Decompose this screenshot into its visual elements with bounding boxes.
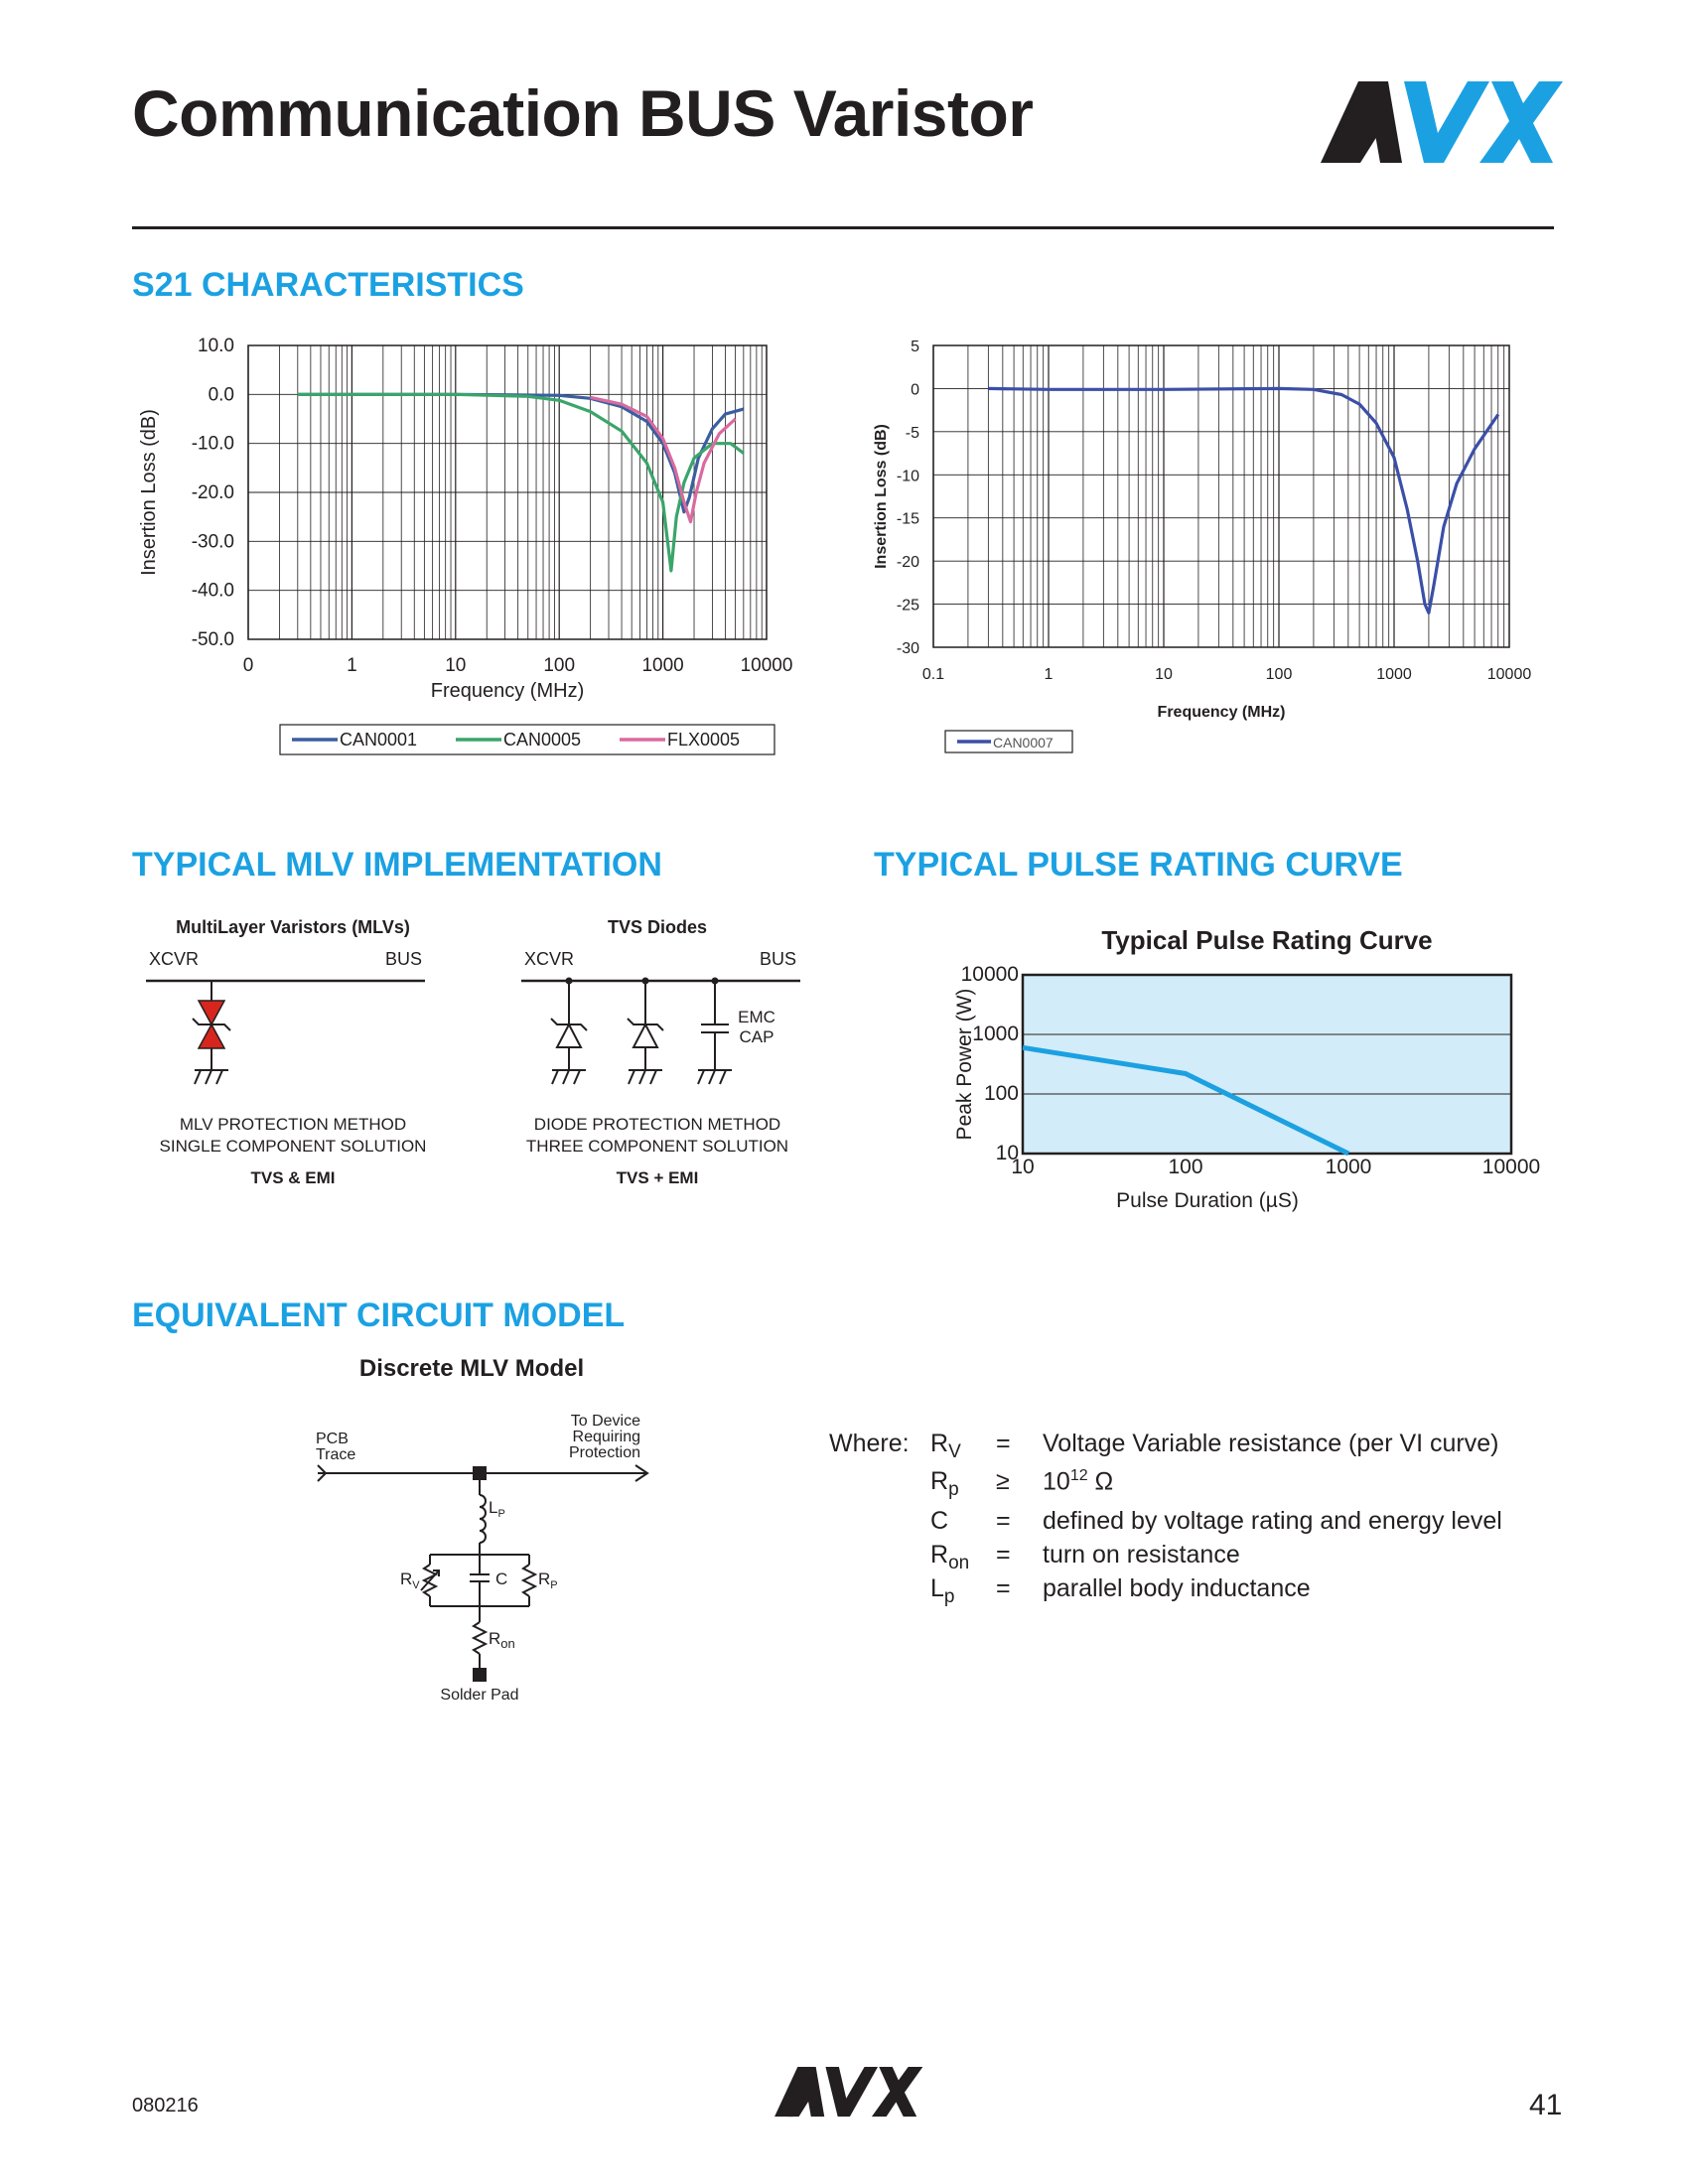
x-axis-title: Frequency (MHz) (430, 680, 585, 702)
legend-label: CAN0007 (993, 735, 1054, 751)
page-number: 41 (1529, 2089, 1563, 2121)
x-tick-label: 10 (445, 655, 467, 676)
ron-sub: on (500, 1636, 515, 1651)
where-symbol: $L_p$ (930, 1574, 955, 1607)
mlv-right-caption-3: TVS + EMI (616, 1168, 699, 1187)
avx-logo (1321, 81, 1564, 166)
mlv-right-out: BUS (759, 949, 796, 969)
resistor-rp (523, 1565, 535, 1596)
solder-pad-label: Solder Pad (440, 1687, 519, 1704)
where-symbol: $R_V$ (930, 1430, 961, 1462)
inductor-lp (480, 1495, 486, 1543)
y-tick-label: 1000 (972, 1023, 1019, 1045)
mlv-left-title: MultiLayer Varistors (MLVs) (176, 917, 410, 937)
y-tick-label: 0 (911, 381, 919, 399)
mlv-left-out: BUS (384, 949, 422, 969)
x-tick-label: 100 (1168, 1156, 1203, 1178)
y-axis-title: Peak Power (W) (953, 988, 976, 1141)
x-tick-label: 1 (347, 655, 357, 676)
x-tick-label: 1000 (641, 655, 684, 676)
where-description: turn on resistance (1043, 1541, 1240, 1569)
y-axis-title: Insertion Loss (dB) (873, 424, 890, 569)
where-symbol: $R_p$ (930, 1467, 959, 1500)
y-tick-label: -15 (896, 510, 919, 528)
series-line-can0001 (298, 394, 744, 511)
y-tick-label: -50.0 (191, 629, 234, 650)
device-label-1: To Device (570, 1413, 640, 1430)
x-axis-title: Pulse Duration (µS) (1116, 1189, 1299, 1212)
where-label: Where: (829, 1430, 910, 1457)
legend-label: CAN0001 (340, 730, 418, 750)
mlv-left-caption-1: MLV PROTECTION METHOD (179, 1115, 407, 1134)
x-tick-label: 0.1 (921, 666, 945, 683)
y-tick-label: -5 (905, 424, 919, 442)
svg-text:RP (538, 1570, 558, 1591)
cap-label-2: CAP (739, 1027, 774, 1046)
section-mlv-implementation: TYPICAL MLV IMPLEMENTATION (132, 846, 662, 884)
x-tick-label: 1000 (1325, 1156, 1372, 1178)
x-tick-label: 10 (1011, 1156, 1035, 1178)
x-tick-label: 10000 (1486, 666, 1532, 683)
cap-label-1: EMC (738, 1008, 775, 1026)
x-tick-label: 1 (1044, 666, 1054, 683)
section-equivalent-circuit: EQUIVALENT CIRCUIT MODEL (132, 1297, 626, 1334)
where-relation: = (996, 1574, 1011, 1602)
solder-pad-node (473, 1668, 487, 1682)
where-relation: = (996, 1507, 1011, 1535)
mlv-varistor-symbol (193, 1001, 230, 1048)
y-tick-label: 10 (995, 1142, 1019, 1164)
mlv-left-caption-2: SINGLE COMPONENT SOLUTION (159, 1137, 427, 1156)
lp-sub: P (497, 1508, 505, 1520)
legend-label: CAN0005 (503, 730, 582, 750)
mlv-right-in: XCVR (524, 949, 575, 969)
y-tick-label: 10.0 (198, 336, 234, 356)
plot-area (1023, 975, 1511, 1154)
y-tick-label: -20.0 (191, 482, 234, 503)
footer-code: 080216 (132, 2095, 199, 2116)
where-description: $10^{12}$ Ω (1043, 1467, 1114, 1496)
chart-title: Typical Pulse Rating Curve (1101, 925, 1433, 955)
x-tick-label: 100 (543, 655, 576, 676)
mlv-ground-symbol (195, 1070, 228, 1084)
circuit-title: Discrete MLV Model (358, 1355, 585, 1382)
y-axis-title: Insertion Loss (dB) (138, 409, 160, 576)
tvs-diode-2 (628, 981, 663, 1084)
where-relation: ≥ (996, 1467, 1010, 1495)
rp-sub: P (550, 1579, 558, 1591)
section-pulse-rating: TYPICAL PULSE RATING CURVE (874, 846, 1403, 884)
y-tick-label: 5 (911, 339, 919, 355)
where-description: defined by voltage rating and energy level (1043, 1507, 1502, 1535)
y-tick-label: -10.0 (191, 433, 234, 455)
y-tick-label: -30.0 (191, 531, 234, 553)
x-tick-label: 1000 (1376, 666, 1412, 683)
rv-label: R (400, 1570, 413, 1588)
x-tick-label: 0 (242, 655, 254, 676)
y-tick-label: 10000 (960, 963, 1019, 986)
mlv-left-in: XCVR (149, 949, 200, 969)
rp-label: R (538, 1570, 551, 1588)
where-relation: = (996, 1430, 1011, 1457)
footer-avx-logo (774, 2067, 923, 2118)
tvs-diode-1 (551, 981, 587, 1084)
mlv-left-caption-3: TVS & EMI (250, 1168, 336, 1187)
legend-label: FLX0005 (667, 730, 741, 750)
x-tick-label: 100 (1265, 666, 1293, 683)
y-tick-label: 0.0 (208, 384, 234, 406)
y-tick-label: -10 (896, 468, 919, 485)
x-tick-label: 10 (1155, 666, 1173, 683)
s21-chart-can-series (129, 328, 824, 764)
pcb-label-2: Trace (316, 1446, 356, 1463)
where-description: Voltage Variable resistance (per VI curve) (1043, 1430, 1499, 1457)
mlv-right-caption-1: DIODE PROTECTION METHOD (533, 1115, 781, 1134)
equivalent-circuit-diagram (298, 1346, 695, 1704)
series-line-can0007 (988, 388, 1498, 613)
x-tick-label: 10000 (1481, 1156, 1541, 1178)
page-title: Communication BUS Varistor (132, 76, 1034, 150)
y-tick-label: 100 (983, 1082, 1019, 1105)
plot-frame (933, 345, 1509, 647)
svg-text:RV (400, 1570, 420, 1591)
s21-chart-can0007 (864, 328, 1559, 764)
y-tick-label: -25 (896, 597, 919, 614)
junction-node (473, 1466, 487, 1480)
where-symbol: C (930, 1507, 949, 1535)
c-label: C (495, 1570, 508, 1588)
section-s21: S21 CHARACTERISTICS (132, 266, 524, 304)
mlv-right-caption-2: THREE COMPONENT SOLUTION (525, 1137, 789, 1156)
pulse-rating-chart (914, 913, 1549, 1231)
lp-label: L (489, 1498, 498, 1517)
pcb-label-1: PCB (316, 1431, 349, 1447)
where-description: parallel body inductance (1043, 1574, 1311, 1602)
resistor-ron (474, 1622, 486, 1654)
emc-capacitor (698, 981, 732, 1084)
x-tick-label: 10000 (740, 655, 793, 676)
y-tick-label: -20 (896, 554, 919, 572)
y-tick-label: -40.0 (191, 580, 234, 602)
x-axis-title: Frequency (MHz) (1157, 704, 1286, 721)
y-tick-label: -30 (896, 640, 919, 657)
svg-text:Ron (489, 1629, 515, 1651)
device-label-3: Protection (568, 1444, 640, 1461)
svg-text:LP (489, 1498, 505, 1520)
header-rule (132, 226, 1554, 229)
device-label-2: Requiring (572, 1429, 640, 1445)
where-symbol: $R_{on}$ (930, 1541, 970, 1573)
where-relation: = (996, 1541, 1011, 1569)
ron-label: R (489, 1629, 501, 1648)
rv-sub: V (412, 1579, 420, 1591)
mlv-right-title: TVS Diodes (607, 917, 708, 937)
mlv-implementation-diagram (129, 913, 824, 1201)
